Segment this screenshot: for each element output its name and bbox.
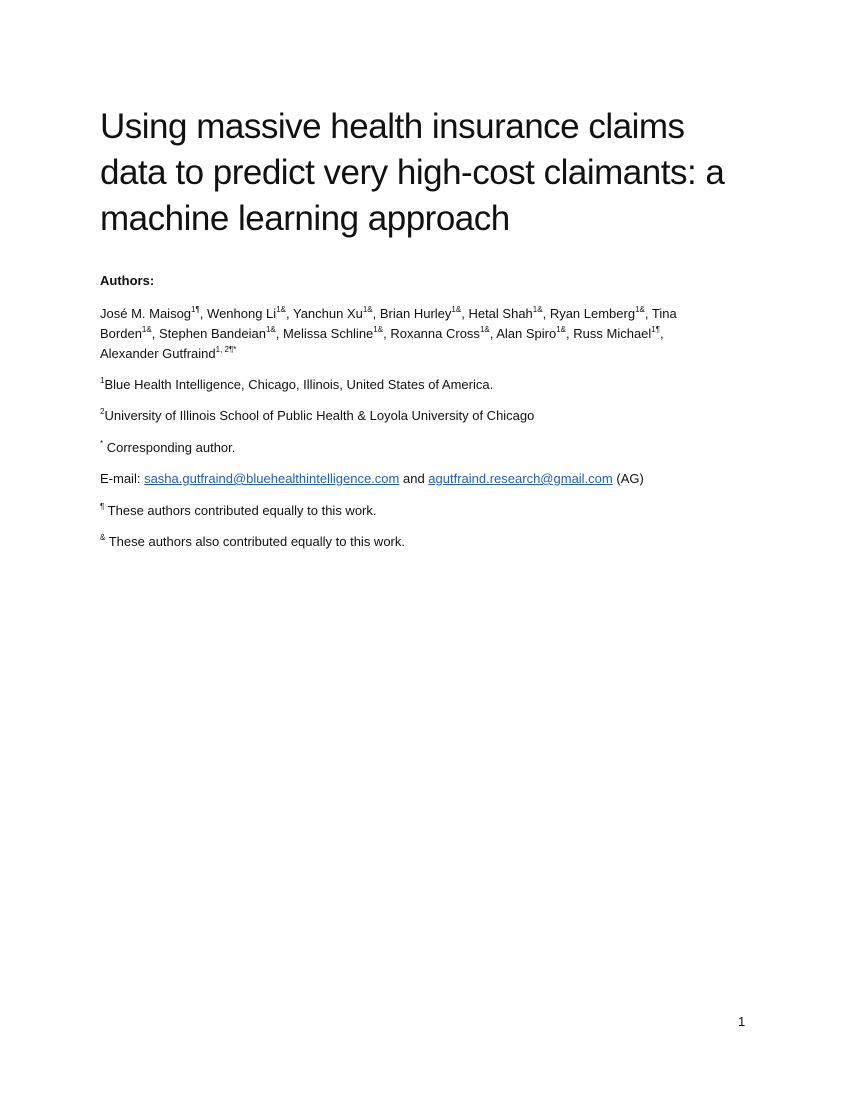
author-name: Alan Spiro [496, 326, 557, 341]
author-affiliation-marker: 1& [276, 305, 286, 314]
author-name: Ryan Lemberg [549, 306, 636, 321]
author-line-1 [100, 304, 740, 324]
author-separator: , [660, 326, 664, 341]
author-separator: , [566, 326, 574, 341]
email-line [100, 470, 644, 488]
author-name: Stephen Bandeian [158, 326, 266, 341]
author-list [100, 304, 740, 364]
title-line-3: machine learning approach [100, 199, 510, 238]
author-line-2 [100, 324, 740, 344]
title-line-2: data to predict very high-cost claimants: a [100, 153, 725, 192]
affiliation-2 [100, 407, 534, 425]
author-name: Roxanna Cross [390, 326, 480, 341]
author-name-part: Borden [100, 326, 142, 341]
author-affiliation-marker: 1& [265, 325, 276, 334]
affiliation-text: University of Illinois School of Public Health & Loyola University of Chicago [104, 408, 535, 423]
author-separator: , [644, 306, 652, 321]
author-affiliation-marker: 1& [479, 325, 490, 334]
corresponding-author-note [100, 439, 235, 457]
email-prefix: E-mail: [100, 471, 145, 486]
corresponding-marker: * [100, 439, 104, 448]
author-line-3 [100, 344, 740, 364]
author-affiliation-marker: 1, 2¶* [215, 345, 237, 354]
author-name: Wenhong Li [207, 306, 277, 321]
note-text: These authors contributed equally to this work. [104, 503, 377, 518]
author-name: Melissa Schline [282, 326, 374, 341]
email-link-secondary[interactable]: agutfraind.research@gmail.com [428, 471, 613, 486]
authors-heading: Authors: [100, 273, 155, 288]
author-affiliation-marker: 1& [532, 305, 543, 314]
author-affiliation-marker: 1& [635, 305, 645, 314]
title-line-1: Using massive health insurance claims [100, 107, 685, 146]
author-separator: , [199, 306, 208, 321]
note-marker: & [100, 533, 106, 542]
author-name-part: Tina [651, 306, 677, 321]
equal-contribution-note [100, 502, 376, 520]
corresponding-text: Corresponding author. [103, 440, 236, 455]
author-affiliation-marker: 1& [373, 325, 384, 334]
author-affiliation-marker: 1& [556, 325, 567, 334]
author-separator: , [151, 326, 159, 341]
author-affiliation-marker: 1& [362, 305, 373, 314]
author-name: Hetal Shah [468, 306, 533, 321]
author-name: Yanchun Xu [292, 306, 363, 321]
email-suffix: (AG) [612, 471, 644, 486]
affiliation-1 [100, 376, 493, 394]
author-separator: , [383, 326, 391, 341]
affiliation-marker: 2 [100, 407, 105, 416]
paper-title [100, 104, 780, 242]
author-affiliation-marker: 1¶ [191, 305, 200, 314]
note-marker: ¶ [100, 502, 105, 511]
author-separator: , [275, 326, 283, 341]
author-separator: , [542, 306, 550, 321]
author-separator: , [285, 306, 293, 321]
author-separator: , [489, 326, 497, 341]
author-affiliation-marker: 1¶ [651, 325, 661, 334]
author-name: José M. Maisog [100, 306, 192, 321]
author-name: Brian Hurley [379, 306, 452, 321]
affiliation-text: Blue Health Intelligence, Chicago, Illinois, United States of America. [104, 377, 494, 392]
author-separator: , [372, 306, 380, 321]
author-name: Russ Michael [573, 326, 652, 341]
affiliation-marker: 1 [100, 376, 105, 385]
author-separator: , [461, 306, 469, 321]
email-link-primary[interactable]: sasha.gutfraind@bluehealthintelligence.com [144, 471, 400, 486]
author-name: Alexander Gutfraind [100, 346, 216, 361]
page-number: 1 [738, 1014, 746, 1029]
author-affiliation-marker: 1& [451, 305, 462, 314]
note-text: These authors also contributed equally to this work. [105, 534, 405, 549]
author-affiliation-marker: 1& [141, 325, 152, 334]
email-joiner: and [399, 471, 429, 486]
also-equal-contribution-note [100, 533, 405, 551]
